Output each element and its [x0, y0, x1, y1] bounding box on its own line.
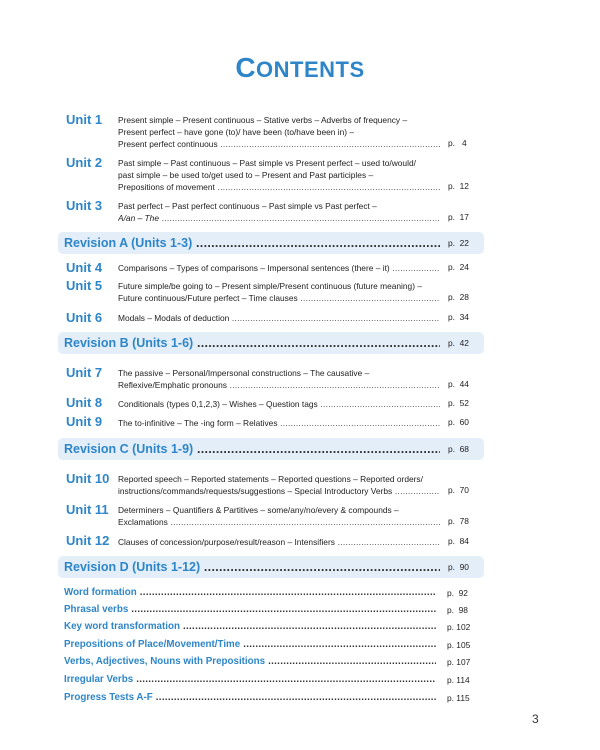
unit-label: Unit 5: [66, 278, 103, 293]
unit-label: Unit 2: [66, 155, 103, 170]
page-ref: p. 52: [448, 398, 469, 408]
page-ref: p. 78: [448, 516, 469, 526]
page-ref: p. 44: [448, 379, 469, 389]
unit-description: [118, 367, 440, 391]
unit-description: [118, 473, 440, 497]
desc-line: Modals – Modals of deduction .....: [118, 312, 440, 324]
page-ref: p. 92: [447, 588, 468, 598]
desc-line: Determiners – Quantifiers & Partitives – some/any/no/every & compounds –: [118, 505, 399, 515]
desc-line: Exclamations .....: [118, 516, 440, 528]
unit-label: Unit 7: [66, 365, 103, 380]
unit-description: [118, 280, 440, 304]
page-ref: p. 42: [448, 338, 469, 348]
toc-revision-b[interactable]: [58, 332, 484, 354]
unit-label: Unit 9: [66, 414, 103, 429]
page-ref: p. 12: [448, 181, 469, 191]
toc-revision-c[interactable]: [58, 438, 484, 460]
entry-label: Word formation .....: [64, 587, 436, 598]
unit-description: [118, 200, 440, 224]
unit-label: Unit 8: [66, 395, 103, 410]
page-number: 3: [532, 712, 539, 726]
desc-line: A/an – The .....: [118, 212, 440, 224]
unit-label: Unit 1: [66, 112, 103, 127]
unit-label: Unit 6: [66, 310, 103, 325]
entry-label: Verbs, Adjectives, Nouns with Prepositions .....: [64, 656, 436, 667]
toc-entry-phrasal-verbs[interactable]: [64, 604, 484, 618]
page-ref: p. 17: [448, 212, 469, 222]
toc-entry-progress-tests[interactable]: [64, 692, 484, 706]
page-ref: p. 84: [448, 536, 469, 546]
entry-label: Prepositions of Place/Movement/Time .....: [64, 639, 436, 650]
unit-description: [118, 504, 440, 528]
entry-label: Progress Tests A-F .....: [64, 692, 436, 703]
unit-label: Unit 10: [66, 471, 110, 486]
desc-line: Reported speech – Reported statements – Reported questions – Reported orders/: [118, 474, 423, 484]
unit-description: [118, 312, 440, 324]
page-ref: p. 24: [448, 262, 469, 272]
desc-line: Reflexive/Emphatic pronouns .....: [118, 379, 440, 391]
unit-description: [118, 536, 440, 548]
unit-description: [118, 157, 440, 193]
page-ref: p. 102: [447, 622, 471, 632]
unit-label: Unit 4: [66, 260, 103, 275]
page-ref: p. 70: [448, 485, 469, 495]
desc-line: Comparisons – Types of comparisons – Impersonal sentences (there – it) .....: [118, 262, 440, 274]
unit-description: [118, 262, 440, 274]
page-ref: p. 90: [448, 562, 469, 572]
page-ref: p. 22: [448, 238, 469, 248]
desc-line: Clauses of concession/purpose/result/reason – Intensifiers .....: [118, 536, 440, 548]
entry-label: Key word transformation .....: [64, 621, 436, 632]
page-ref: p. 68: [448, 444, 469, 454]
unit-description: [118, 114, 440, 150]
desc-line: The passive – Personal/Impersonal constructions – The causative –: [118, 368, 370, 378]
unit-description: [118, 398, 440, 410]
desc-line: past simple – be used to/get used to – Present and Past participles –: [118, 170, 374, 180]
toc-entry-irregular-verbs[interactable]: [64, 674, 484, 688]
page-ref: p. 98: [447, 605, 468, 615]
page-ref: p. 114: [447, 675, 470, 685]
title-initial: C: [235, 52, 257, 83]
desc-line: Present simple – Present continuous – Stative verbs – Adverbs of frequency –: [118, 115, 408, 125]
desc-line: Future simple/be going to – Present simple/Present continuous (future meaning) –: [118, 281, 422, 291]
revision-label: Revision D (Units 1-12) .....: [64, 560, 440, 574]
page-ref: p. 105: [447, 640, 471, 650]
revision-label: Revision C (Units 1-9) .....: [64, 442, 440, 456]
entry-label: Phrasal verbs .....: [64, 604, 436, 615]
page-ref: p. 34: [448, 312, 469, 322]
entry-label: Irregular Verbs .....: [64, 674, 436, 685]
unit-description: [118, 417, 440, 429]
desc-line: Present perfect – have gone (to)/ have been (to/have been in) –: [118, 127, 355, 137]
toc-entry-key-word-transformation[interactable]: [64, 621, 484, 635]
unit-label: Unit 12: [66, 533, 110, 548]
page-ref: p. 4: [448, 138, 467, 148]
desc-line: Present perfect continuous .....: [118, 138, 440, 150]
unit-label: Unit 3: [66, 198, 103, 213]
desc-line: Prepositions of movement .....: [118, 181, 440, 193]
toc-revision-a[interactable]: [58, 232, 484, 254]
toc-entry-verbs-adjectives-nouns[interactable]: [64, 656, 484, 670]
unit-label: Unit 11: [66, 502, 109, 517]
page-title: [0, 52, 600, 84]
desc-line: Future continuous/Future perfect – Time clauses .....: [118, 292, 440, 304]
page-ref: p. 107: [447, 657, 471, 667]
page-ref: p. 28: [448, 292, 469, 302]
desc-line: Past perfect – Past perfect continuous – Past simple vs Past perfect –: [118, 201, 377, 211]
page-ref: p. 60: [448, 417, 469, 427]
title-rest: ONTENTS: [256, 57, 365, 82]
toc-revision-d[interactable]: [58, 556, 484, 578]
desc-line: The to-infinitive – The -ing form – Relatives .....: [118, 417, 440, 429]
revision-label: Revision A (Units 1-3) .....: [64, 236, 440, 250]
page-ref: p. 115: [447, 693, 470, 703]
desc-line: Past simple – Past continuous – Past simple vs Present perfect – used to/would/: [118, 158, 416, 168]
desc-line: instructions/commands/requests/suggestions – Special Introductory Verbs .....: [118, 485, 440, 497]
toc-entry-word-formation[interactable]: [64, 587, 484, 601]
desc-line: Conditionals (types 0,1,2,3) – Wishes – Question tags .....: [118, 398, 440, 410]
revision-label: Revision B (Units 1-6) .....: [64, 336, 440, 350]
toc-entry-prepositions[interactable]: [64, 639, 484, 653]
